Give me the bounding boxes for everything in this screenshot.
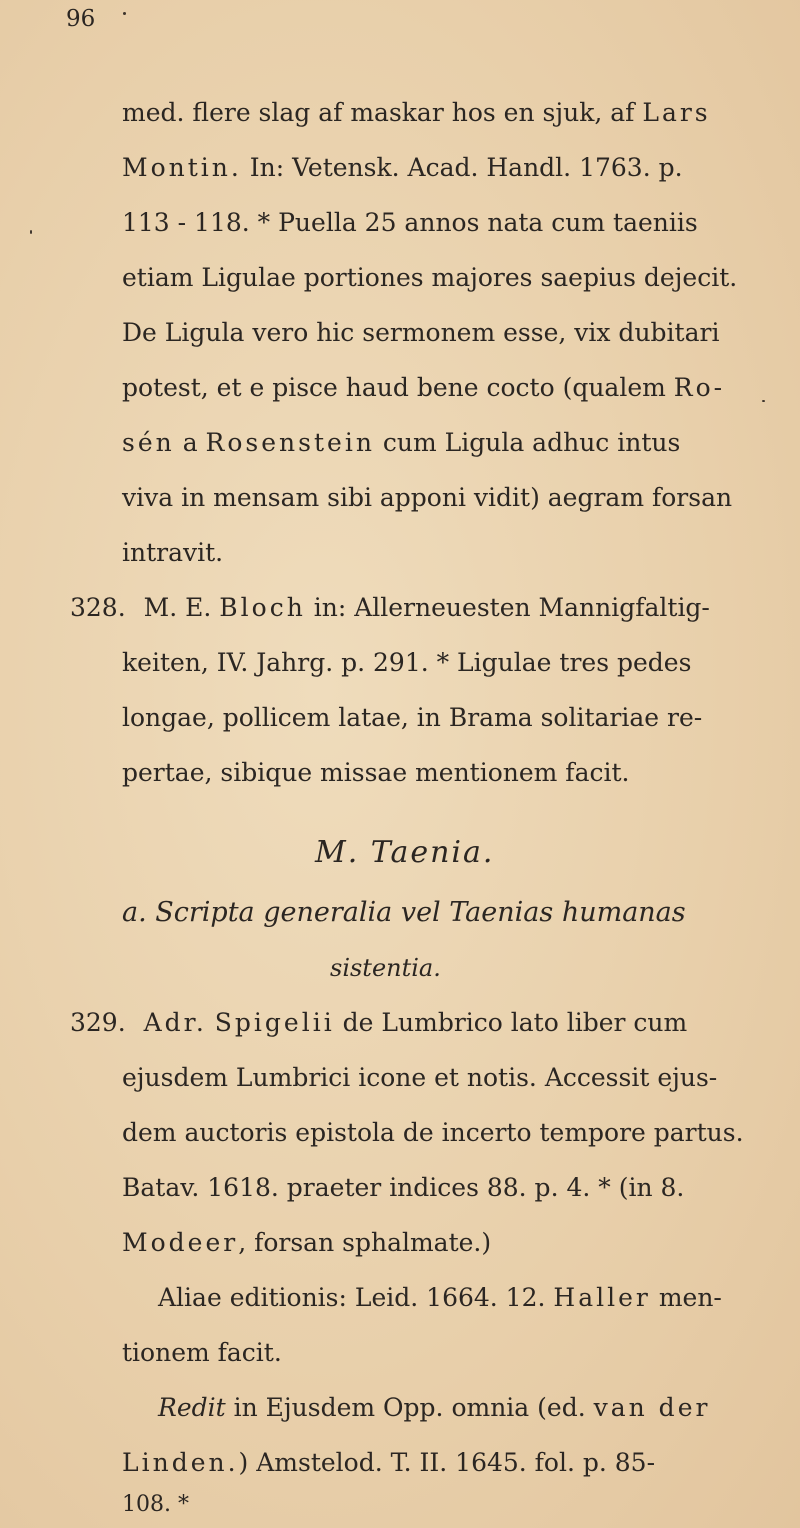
- page-number: 96: [66, 6, 96, 32]
- subsection-heading-cont: sistentia.: [330, 954, 441, 982]
- text-line: [122, 98, 711, 128]
- text-line: ejusdem Lumbrici icone et notis. Accessit ejus-: [122, 1063, 718, 1092]
- redit-word: Redit: [158, 1393, 226, 1422]
- author-name: Haller: [553, 1283, 651, 1312]
- text-line: intravit.: [122, 538, 224, 567]
- author-name: Spigelii: [214, 1008, 335, 1037]
- line-text: in Ejusdem Opp. omnia (ed.: [233, 1393, 586, 1422]
- line-text: med. flere slag af maskar hos en sjuk, af: [122, 98, 635, 127]
- text-line: tionem facit.: [122, 1338, 282, 1367]
- entry-number: 328.: [70, 593, 126, 622]
- text-line: [158, 1283, 722, 1313]
- line-text: , forsan sphalmate.): [238, 1228, 492, 1257]
- entry-328-first-line: [70, 593, 710, 623]
- text-line: keiten, IV. Jahrg. p. 291. * Ligulae tres pedes: [122, 648, 692, 677]
- text-line: De Ligula vero hic sermonem esse, vix dubitari: [122, 318, 720, 347]
- text-line: viva in mensam sibi apponi vidit) aegram forsan: [122, 483, 733, 512]
- line-text: men-: [658, 1283, 722, 1312]
- line-text: de Lumbrico lato liber cum: [342, 1008, 688, 1037]
- line-text: a: [182, 428, 198, 457]
- line-text: M. E.: [143, 593, 212, 622]
- text-line: [122, 373, 725, 403]
- author-name: Ro-: [673, 373, 726, 402]
- text-line: longae, pollicem latae, in Brama solitariae re-: [122, 703, 703, 732]
- author-name: sén: [122, 428, 175, 457]
- line-text: cum Ligula adhuc intus: [382, 428, 681, 457]
- line-text: potest, et e pisce haud bene cocto (qualem: [122, 373, 666, 402]
- author-name: van der: [593, 1393, 711, 1422]
- author-name: Modeer: [122, 1228, 239, 1257]
- paper-speck: [123, 12, 126, 15]
- entry-number: 329.: [70, 1008, 126, 1037]
- author-name: Montin.: [122, 153, 242, 182]
- text-line: dem auctoris epistola de incerto tempore partus.: [122, 1118, 744, 1147]
- paper-speck: [30, 230, 32, 234]
- line-text: in: Allerneuesten Mannigfaltig-: [313, 593, 710, 622]
- text-line: 113 - 118. * Puella 25 annos nata cum taeniis: [122, 208, 698, 237]
- subsection-heading: a. Scripta generalia vel Taenias humanas: [122, 897, 686, 928]
- author-name: Bloch: [219, 593, 306, 622]
- text-line: [122, 1228, 491, 1258]
- line-text: In: Vetensk. Acad. Handl. 1763. p.: [249, 153, 683, 182]
- line-text: ) Amstelod. T. II. 1645. fol. p. 85-: [238, 1448, 656, 1477]
- line-text: Aliae editionis: Leid. 1664. 12.: [158, 1283, 546, 1312]
- text-line: Batav. 1618. praeter indices 88. p. 4. * (in 8.: [122, 1173, 685, 1202]
- text-line: etiam Ligulae portiones majores saepius dejecit.: [122, 263, 738, 292]
- text-line: [122, 153, 683, 183]
- section-heading: M. Taenia.: [315, 835, 495, 870]
- text-line: pertae, sibique missae mentionem facit.: [122, 758, 630, 787]
- text-line: [122, 428, 680, 458]
- text-line: [122, 1448, 655, 1478]
- author-name: Rosenstein: [205, 428, 375, 457]
- paper-speck: [762, 400, 765, 402]
- author-name: Adr.: [143, 1008, 207, 1037]
- text-line: [158, 1393, 710, 1423]
- entry-329-first-line: [70, 1008, 687, 1038]
- author-name: Lars: [642, 98, 711, 127]
- text-line: 108. *: [122, 1492, 189, 1517]
- author-name: Linden.: [122, 1448, 239, 1477]
